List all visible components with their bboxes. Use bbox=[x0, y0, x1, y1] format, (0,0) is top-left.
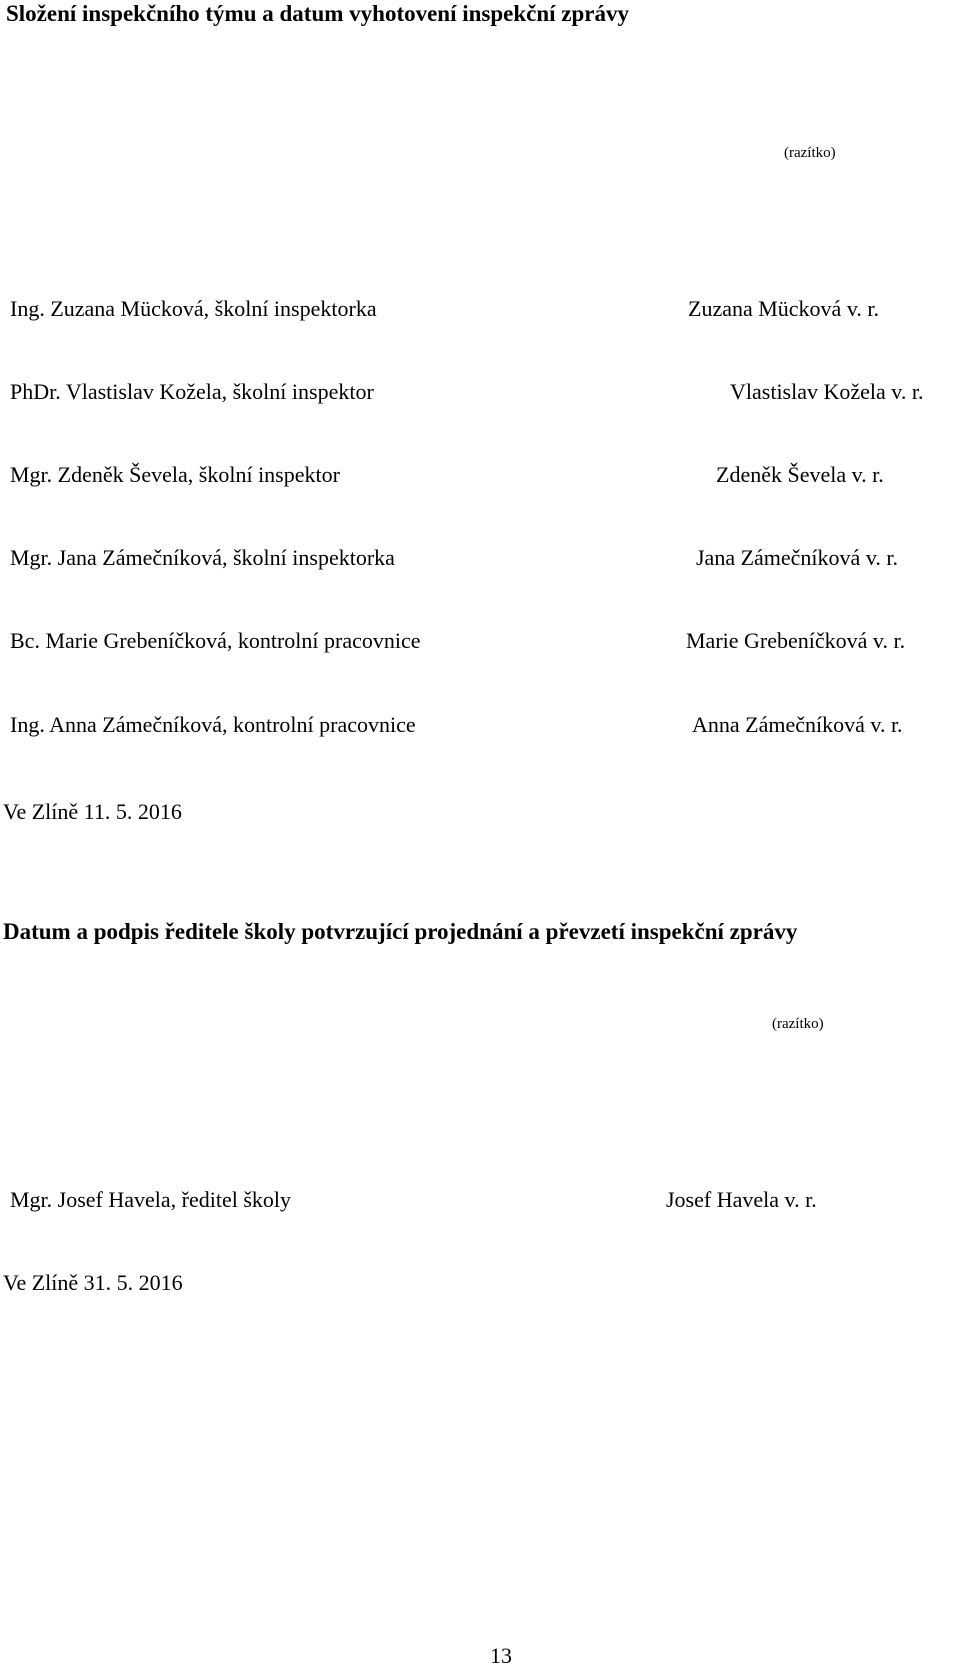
team-member-name-6: Ing. Anna Zámečníková, kontrolní pracovnice bbox=[10, 712, 416, 737]
team-heading: Složení inspekčního týmu a datum vyhotovení inspekční zprávy bbox=[6, 1, 630, 26]
team-member-name-3: Mgr. Zdeněk Ševela, školní inspektor bbox=[10, 462, 340, 487]
director-heading: Datum a podpis ředitele školy potvrzující projednání a převzetí inspekční zprávy bbox=[3, 919, 798, 944]
director-signature: Josef Havela v. r. bbox=[666, 1187, 817, 1212]
team-member-signature-3: Zdeněk Ševela v. r. bbox=[716, 462, 884, 487]
stamp-label-team: (razítko) bbox=[784, 145, 836, 161]
team-member-signature-5: Marie Grebeníčková v. r. bbox=[686, 628, 906, 653]
team-member-name-1: Ing. Zuzana Mücková, školní inspektorka bbox=[10, 296, 377, 321]
team-member-name-2: PhDr. Vlastislav Kožela, školní inspektor bbox=[10, 379, 374, 404]
team-member-signature-4: Jana Zámečníková v. r. bbox=[696, 545, 898, 570]
team-member-signature-1: Zuzana Mücková v. r. bbox=[688, 296, 880, 321]
page-number: 13 bbox=[490, 1643, 512, 1668]
team-member-name-5: Bc. Marie Grebeníčková, kontrolní pracovnice bbox=[10, 628, 421, 653]
team-member-signature-2: Vlastislav Kožela v. r. bbox=[730, 379, 924, 404]
director-name: Mgr. Josef Havela, ředitel školy bbox=[10, 1187, 292, 1212]
inspection-date: Ve Zlíně 11. 5. 2016 bbox=[3, 799, 182, 824]
stamp-label-director: (razítko) bbox=[772, 1016, 824, 1032]
director-date: Ve Zlíně 31. 5. 2016 bbox=[3, 1270, 183, 1295]
team-member-signature-6: Anna Zámečníková v. r. bbox=[692, 712, 903, 737]
team-member-name-4: Mgr. Jana Zámečníková, školní inspektorka bbox=[10, 545, 395, 570]
